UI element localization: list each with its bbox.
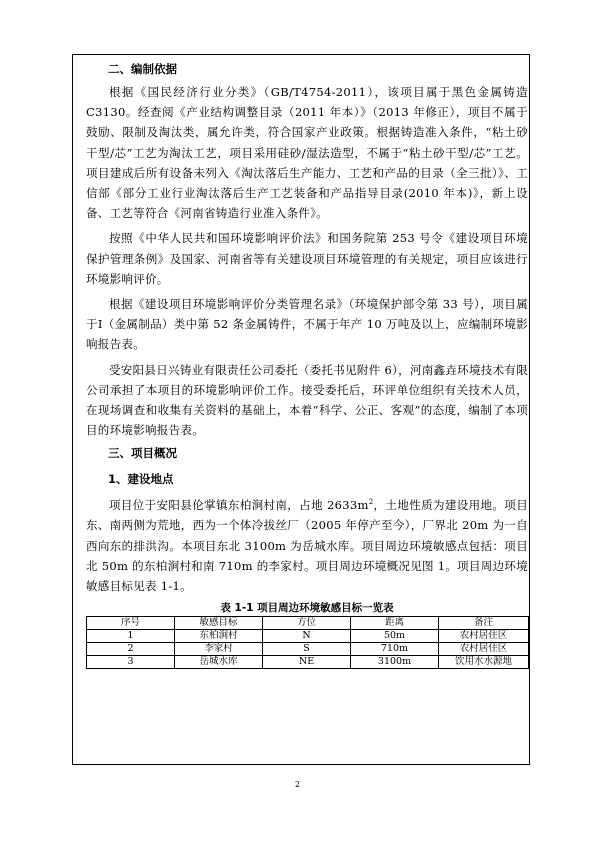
table-row [87, 630, 529, 643]
table-cell: 2 [87, 643, 175, 656]
paragraph-location [86, 492, 528, 596]
table-cell: 东柏涧村 [175, 630, 263, 643]
header-cell-remark: 备注 [439, 617, 529, 630]
table-cell: 3 [87, 656, 175, 669]
table-cell: 岳城水库 [175, 656, 263, 669]
table-cell: 饮用水水源地 [439, 656, 529, 669]
paragraph-basis-3: 根据《建设项目环境影响评价分类管理名录》（环境保护部令第 33 号），项目属于Ⅰ（金属制品）类中第 52 条金属铸件，不属于年产 10 万吨及以上，应编制环境影响报告表。 [86, 297, 528, 352]
table-cell: 农村居住区 [439, 630, 529, 643]
sub-heading-location: 1、建设地点 [108, 472, 174, 487]
page-number: 2 [294, 780, 301, 789]
table-row [87, 643, 529, 656]
location-text-a: 项目位于安阳县伦掌镇东柏涧村南，占地 2633m [109, 498, 369, 513]
table-caption: 表 1-1 项目周边环境敏感目标一览表 [220, 602, 394, 615]
table-cell: NE [263, 656, 351, 669]
paragraph-basis-2: 按照《中华人民共和国环境影响评价法》和国务院第 253 号令《建设项目环境保护管理条例》及国家、河南省等有关建设项目环境管理的有关规定，项目应该进行环境影响评价。 [86, 231, 528, 286]
table-cell: 710m [351, 643, 439, 656]
table-cell: 农村居住区 [439, 643, 529, 656]
section-heading-basis: 二、编制依据 [108, 62, 177, 76]
header-cell-index: 序号 [87, 617, 175, 630]
header-cell-direction: 方位 [263, 617, 351, 630]
header-cell-distance: 距离 [351, 617, 439, 630]
table-cell: N [263, 630, 351, 643]
sensitive-targets-table [86, 616, 529, 669]
paragraph-basis-4: 受安阳县日兴铸业有限责任公司委托（委托书见附件 6），河南鑫垚环境技术有限公司承担了本项目的环境影响评价工作。接受委托后，环评单位组织有关技术人员，在现场调查和收集有关资料的基础上，本着“科学、公正、客观”的态度，编制了本项目的环境影响报告表。 [86, 362, 528, 438]
table-cell: 50m [351, 630, 439, 643]
table-cell: S [263, 643, 351, 656]
section-heading-overview: 三、项目概况 [108, 446, 177, 461]
header-cell-target: 敏感目标 [175, 617, 263, 630]
paragraph-basis-1: 根据《国民经济行业分类》（GB/T4754-2011），该项目属于黑色金属铸造 C3130。经查阅《产业结构调整目录（2011 年本）》（2013 年修正），项目不属于鼓励、限制及淘汰类，属允许类，符合国家产业政策。根据铸造准入条件，“粘土砂干型/芯”工艺为淘汰工艺，项目采用硅砂/湿法造型，不属于“粘土砂干型/芯”工艺。项目建成后所有设备未列入《淘汰落后生产能力、工艺和产品的目录（全三批）》、工信部《部分工业行业淘汰落后生产工艺装备和产品指导目录(2010 年本)》，新上设备、工艺等符合《河南省铸造行业准入条件》。 [86, 85, 528, 221]
table-cell: 1 [87, 630, 175, 643]
location-text-b: ，土地性质为建设用地。项目东、南两侧为荒地，西为一个体冷拔丝厂（2005 年停产至今），厂界北 20m 为一自西向东的排洪沟。本项目东北 3100m 为岳城水库。项目周边环境敏感点包括：项目北 50m 的东柏涧村和南 710m 的李家村。项目周边环境概况见图 1。项目周边环境敏感目标见表 1-1。 [86, 498, 528, 594]
table-row [87, 656, 529, 669]
document-body [86, 56, 528, 669]
table-header-row [87, 617, 529, 630]
table-cell: 李家村 [175, 643, 263, 656]
area-superscript: 2 [368, 498, 374, 507]
table-cell: 3100m [351, 656, 439, 669]
